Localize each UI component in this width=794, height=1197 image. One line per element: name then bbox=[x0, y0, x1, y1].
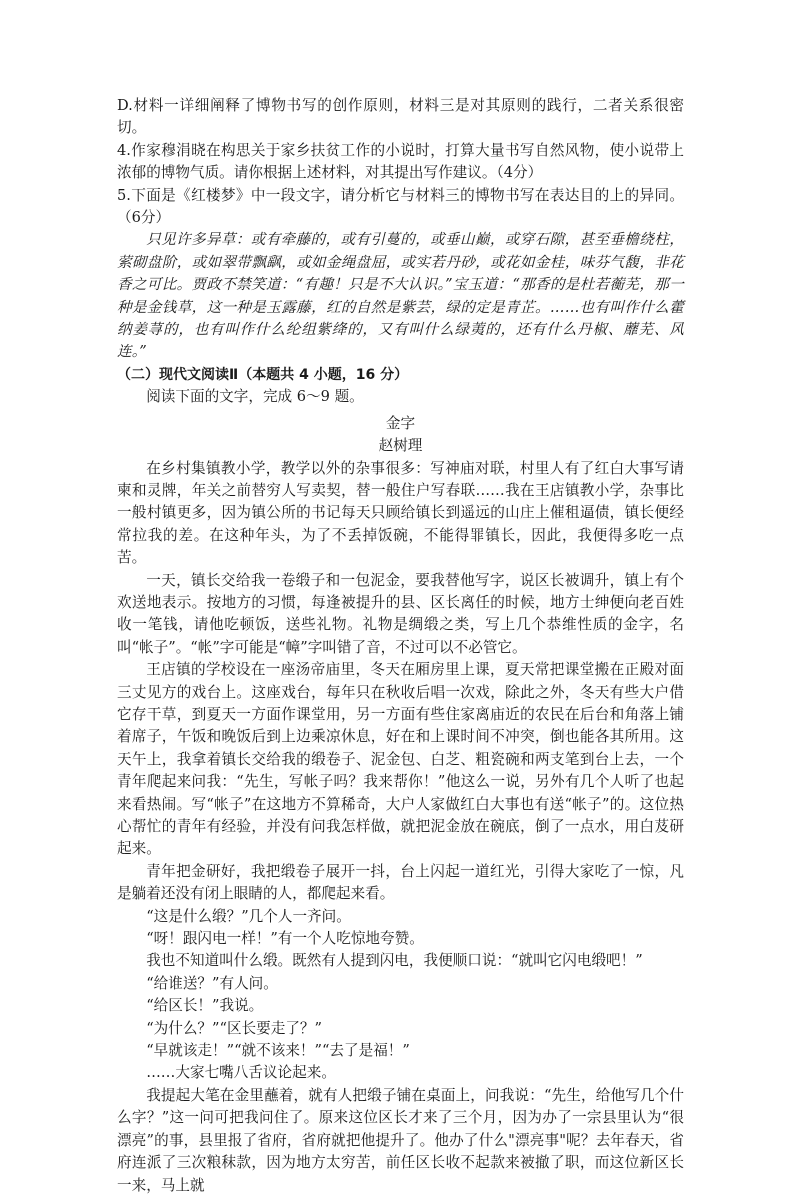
article-title: 金字 bbox=[385, 414, 416, 432]
section-heading: （二）现代文阅读Ⅱ（本题共 4 小题，16 分） bbox=[117, 366, 409, 383]
article-paragraph: ……大家七嘴八舌议论起来。 bbox=[146, 1064, 336, 1082]
article-paragraph: 在乡村集镇教小学，教学以外的杂事很多：写神庙对联，村里人有了红白大事写请柬和灵牌，年关之前替穷人写卖契，替一般住户写春联……我在王店镇教小学，杂事比一般村镇更多，因为镇公所的书记每天只顾给镇长到遥远的山庄上催租逼债，镇长便经常拉我的差。在这种年头，为了不丢掉饭碗，不能得罪镇长，因此，我便得多吃一点苦。 bbox=[117, 459, 684, 567]
article-paragraph: 我提起大笔在金里蘸着，就有人把缎子铺在桌面上，问我说：“先生，给他写几个什么字？”这一问可把我问住了。原来这位区长才来了三个月，因为办了一宗县里认为“很漂亮”的事，县里报了省府，省府就把他提升了。他办了什么"漂亮事"呢？去年春天，省府连派了三次粮秣款，因为地方太穷苦，前任区长收不起款来被撤了职，而这位新区长一来，马上就 bbox=[117, 1086, 684, 1194]
article-author: 赵树理 bbox=[378, 437, 423, 455]
article-paragraph: “给区长！”我说。 bbox=[146, 997, 264, 1015]
reading-instruction: 阅读下面的文字，完成 6～9 题。 bbox=[146, 388, 364, 406]
question-option-d: D.材料一详细阐释了博物书写的创作原则，材料三是对其原则的践行，二者关系很密切。 bbox=[117, 97, 684, 137]
article-paragraph: “早就该走！”“就不该来！”“去了是福！” bbox=[146, 1042, 410, 1060]
article-paragraph: 王店镇的学校设在一座汤帝庙里，冬天在厢房里上课，夏天常把课堂搬在正殿对面三丈见方的戏台上。这座戏台，每年只在秋收后唱一次戏，除此之外，冬天有些大户借它存干草，到夏天一方面作课堂用，另一方面有些住家离庙近的农民在后台和角落上铺着席子，午饭和晚饭后到上边乘凉休息，好在和上课时间不冲突，倒也能各其所用。这天午上，我拿着镇长交给我的缎卷子、泥金包、白芝、粗瓷碗和两支笔到台上去，一个青年爬起来问我：“先生，写帐子吗？我来帮你！”他这么一说，另外有几个人听了也起来看热闹。写“帐子”在这地方不算稀奇，大户人家做红白大事也有送“帐子”的。这位热心帮忙的青年有经验，并没有问我怎样做，就把泥金放在碗底，倒了一点水，用白芨研起来。 bbox=[117, 661, 684, 858]
hongloumeng-quote: 只见许多异草：或有牵藤的，或有引蔓的，或垂山巅，或穿石隙，甚至垂檐绕柱，萦砌盘阶，或如翠带飘飖，或如金绳盘屈，或实若丹砂，或花如金桂，味芬气馥，非花香之可比。贾政不禁笑道：“有趣！只是不大认识。”宝玉道：“那香的是杜若蘅芜，那一种是金钱草，这一种是玉露藤，红的自然是紫芸，绿的定是青芷。……也有叫作什么藿纳姜荨的，也有叫作什么纶组紫绛的，又有叫什么绿荑的，还有什么丹椒、蘼芜、风连。” bbox=[117, 231, 684, 361]
article-paragraph: 青年把金研好，我把缎卷子展开一抖，台上闪起一道红光，引得大家吃了一惊，凡是躺着还没有闭上眼睛的人，都爬起来看。 bbox=[117, 862, 684, 903]
question-4: 4.作家穆涓晓在构思关于家乡扶贫工作的小说时，打算大量书写自然风物，使小说带上浓郁的博物气质。请你根据上述材料，对其提出写作建议。（4分） bbox=[117, 141, 684, 182]
article-paragraph: “呀！跟闪电一样！”有一个人吃惊地夸赞。 bbox=[146, 930, 424, 948]
article-paragraph: 我也不知道叫什么缎。既然有人提到闪电，我便顺口说：“就叫它闪电缎吧！” bbox=[146, 952, 643, 970]
article-paragraph: “给谁送？”有人问。 bbox=[146, 974, 278, 992]
question-5: 5.下面是《红楼梦》中一段文字，请分析它与材料三的博物书写在表达目的上的异同。（6分） bbox=[117, 186, 684, 227]
article-paragraph: 一天，镇长交给我一卷缎子和一包泥金，要我替他写字，说区长被调升，镇上有个欢送地表示。按地方的习惯，每逢被提升的县、区长离任的时候，地方士绅便向老百姓收一笔钱，请他吃顿饭，送些礼物。礼物是绸缎之类，写上几个恭维性质的金字，名叫“帐子”。“帐”字可能是“幛”字叫错了音，不过可以不必管它。 bbox=[117, 571, 684, 656]
article-paragraph: “这是什么缎？”几个人一齐问。 bbox=[146, 907, 351, 925]
article-paragraph: “为什么？”“区长要走了？” bbox=[146, 1019, 322, 1037]
